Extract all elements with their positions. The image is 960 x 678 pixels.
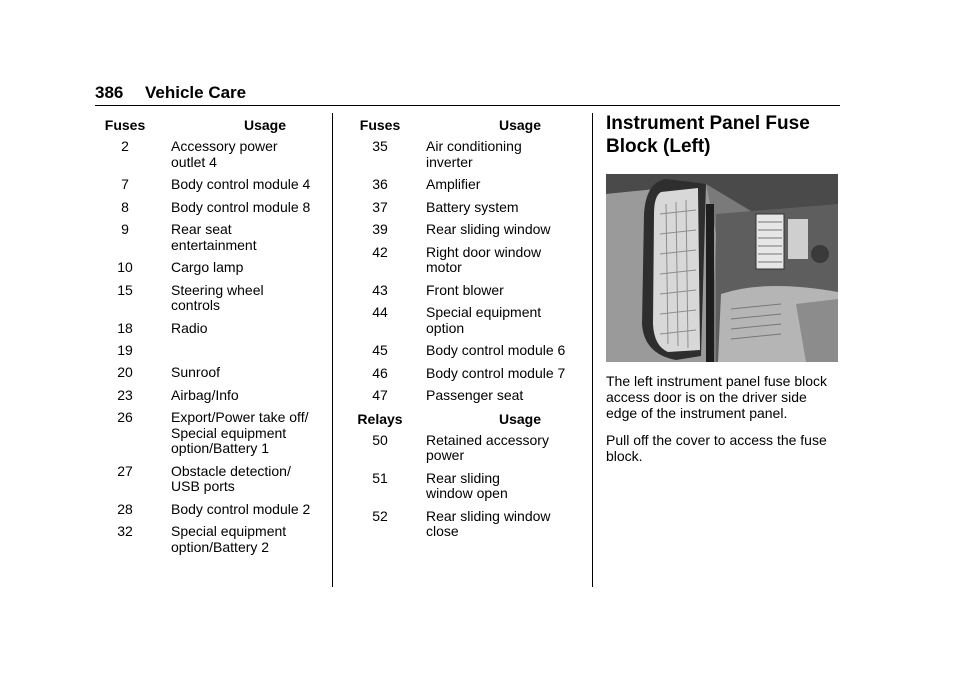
table-row (350, 509, 582, 540)
table-row (95, 464, 325, 495)
table-row (95, 502, 325, 518)
page-header (95, 83, 840, 106)
relays-column-header: Relays (357, 410, 403, 427)
fuse-number: 37 (372, 198, 388, 215)
fuse-number: 26 (117, 409, 133, 425)
table-row (95, 343, 325, 358)
table-row (350, 388, 582, 404)
fuse-usage: Body control module 7 (426, 364, 566, 381)
table-row (95, 410, 325, 457)
table-row (350, 305, 582, 336)
usage-column-header: Usage (498, 117, 542, 133)
section-heading: Instrument Panel Fuse Block (Left) (606, 113, 810, 157)
table-row (350, 139, 582, 170)
fuse-usage: Rear sliding window open (426, 469, 508, 501)
fuse-usage: Air conditioning inverter (426, 138, 522, 170)
fuse-number: 36 (372, 176, 388, 192)
fuse-usage: Right door window motor (426, 243, 542, 275)
table-body (350, 139, 582, 404)
fuse-usage: Battery system (426, 198, 519, 215)
page-number: 386 (95, 83, 124, 102)
fuse-number: 15 (117, 281, 133, 298)
fuses-column-header: Fuses (359, 117, 401, 133)
table-row (95, 177, 325, 193)
table-row (95, 200, 325, 216)
column-divider (592, 113, 593, 587)
table-row (350, 177, 582, 193)
table-row (95, 321, 325, 337)
table-body (95, 139, 325, 555)
fuse-number: 45 (372, 342, 388, 358)
fuse-number: 9 (121, 221, 129, 237)
table-row (350, 245, 582, 276)
fuse-usage: Radio (171, 319, 208, 336)
fuse-usage: Front blower (426, 281, 504, 298)
fuse-number: 2 (121, 138, 129, 154)
fuse-number: 28 (117, 500, 133, 517)
table-row (95, 139, 325, 170)
fuse-number: 8 (121, 198, 129, 215)
table-row (350, 471, 582, 502)
fuse-table-left (95, 117, 325, 562)
fuse-usage: Sunroof (171, 364, 221, 380)
fuse-usage: Body control module 2 (171, 500, 311, 517)
fuse-number: 43 (372, 281, 388, 298)
table-row (95, 388, 325, 404)
fuse-usage: Export/Power take off/ Special equipment option/Battery 1 (171, 409, 309, 456)
table-row (95, 260, 325, 276)
fuse-number: 50 (372, 431, 388, 448)
table-row (350, 200, 582, 216)
instrument-panel-section (606, 112, 840, 464)
fuse-usage: Accessory power outlet 4 (171, 138, 278, 170)
table-row (95, 222, 325, 253)
fuse-usage: Special equipment option (426, 304, 542, 336)
fuse-usage: Body control module 6 (426, 342, 566, 358)
running-section-title: Vehicle Care (145, 83, 247, 102)
fuse-number: 35 (372, 138, 388, 154)
fuse-usage: Rear sliding window close (426, 507, 551, 539)
fuse-number: 46 (372, 364, 388, 381)
fuse-usage: Airbag/Info (171, 386, 239, 403)
table-row (350, 366, 582, 382)
fuse-usage: Rear seat entertainment (171, 221, 257, 253)
fuse-number: 52 (372, 507, 388, 524)
fuse-number: 39 (372, 221, 388, 237)
relays-table-header (350, 411, 582, 433)
fuse-number: 7 (121, 176, 129, 192)
fuse-number: 27 (117, 462, 133, 479)
relays-table-body (350, 433, 582, 540)
door-edge (706, 204, 714, 362)
column-divider (332, 113, 333, 587)
table-header (350, 117, 582, 139)
fuse-usage: Retained accessory power (426, 431, 549, 463)
fuse-usage (171, 343, 325, 358)
fuse-table-right (350, 117, 582, 547)
body-paragraph: The left instrument panel fuse block access door is on the driver side edge of the instrument panel. (606, 373, 828, 421)
fuse-number: 10 (117, 259, 133, 275)
body-paragraph: Pull off the cover to access the fuse block. (606, 432, 827, 464)
fuse-usage: Obstacle detection/ USB ports (171, 462, 291, 494)
fuse-number: 47 (372, 387, 388, 403)
fuse-number: 32 (117, 523, 133, 539)
knob (811, 245, 829, 263)
table-row (350, 222, 582, 238)
fuse-number: 44 (372, 304, 388, 320)
fuse-usage: Amplifier (426, 176, 481, 192)
table-row (350, 433, 582, 464)
fuse-number: 20 (117, 364, 133, 380)
usage-column-header: Usage (243, 117, 287, 133)
fuse-number: 42 (372, 243, 388, 260)
usage-column-header: Usage (498, 410, 542, 427)
fuse-usage: Steering wheel controls (171, 281, 264, 313)
table-row (350, 283, 582, 299)
fuse-usage: Rear sliding window (426, 221, 551, 237)
table-row (350, 343, 582, 359)
table-row (95, 283, 325, 314)
switch-panel (788, 219, 808, 259)
fuse-usage: Body control module 4 (171, 176, 311, 192)
fuse-usage: Body control module 8 (171, 198, 311, 215)
fuse-usage: Passenger seat (426, 387, 524, 403)
fuse-number: 18 (117, 319, 133, 336)
fuse-block-door-photo (606, 174, 838, 362)
fuse-number: 19 (117, 342, 133, 358)
fuse-number: 51 (372, 469, 388, 486)
fuse-usage: Cargo lamp (171, 259, 244, 275)
table-row (95, 365, 325, 381)
table-header (95, 117, 325, 139)
fuses-column-header: Fuses (104, 117, 146, 133)
table-row (95, 524, 325, 555)
fuse-usage: Special equipment option/Battery 2 (171, 523, 287, 555)
fuse-number: 23 (117, 386, 133, 403)
